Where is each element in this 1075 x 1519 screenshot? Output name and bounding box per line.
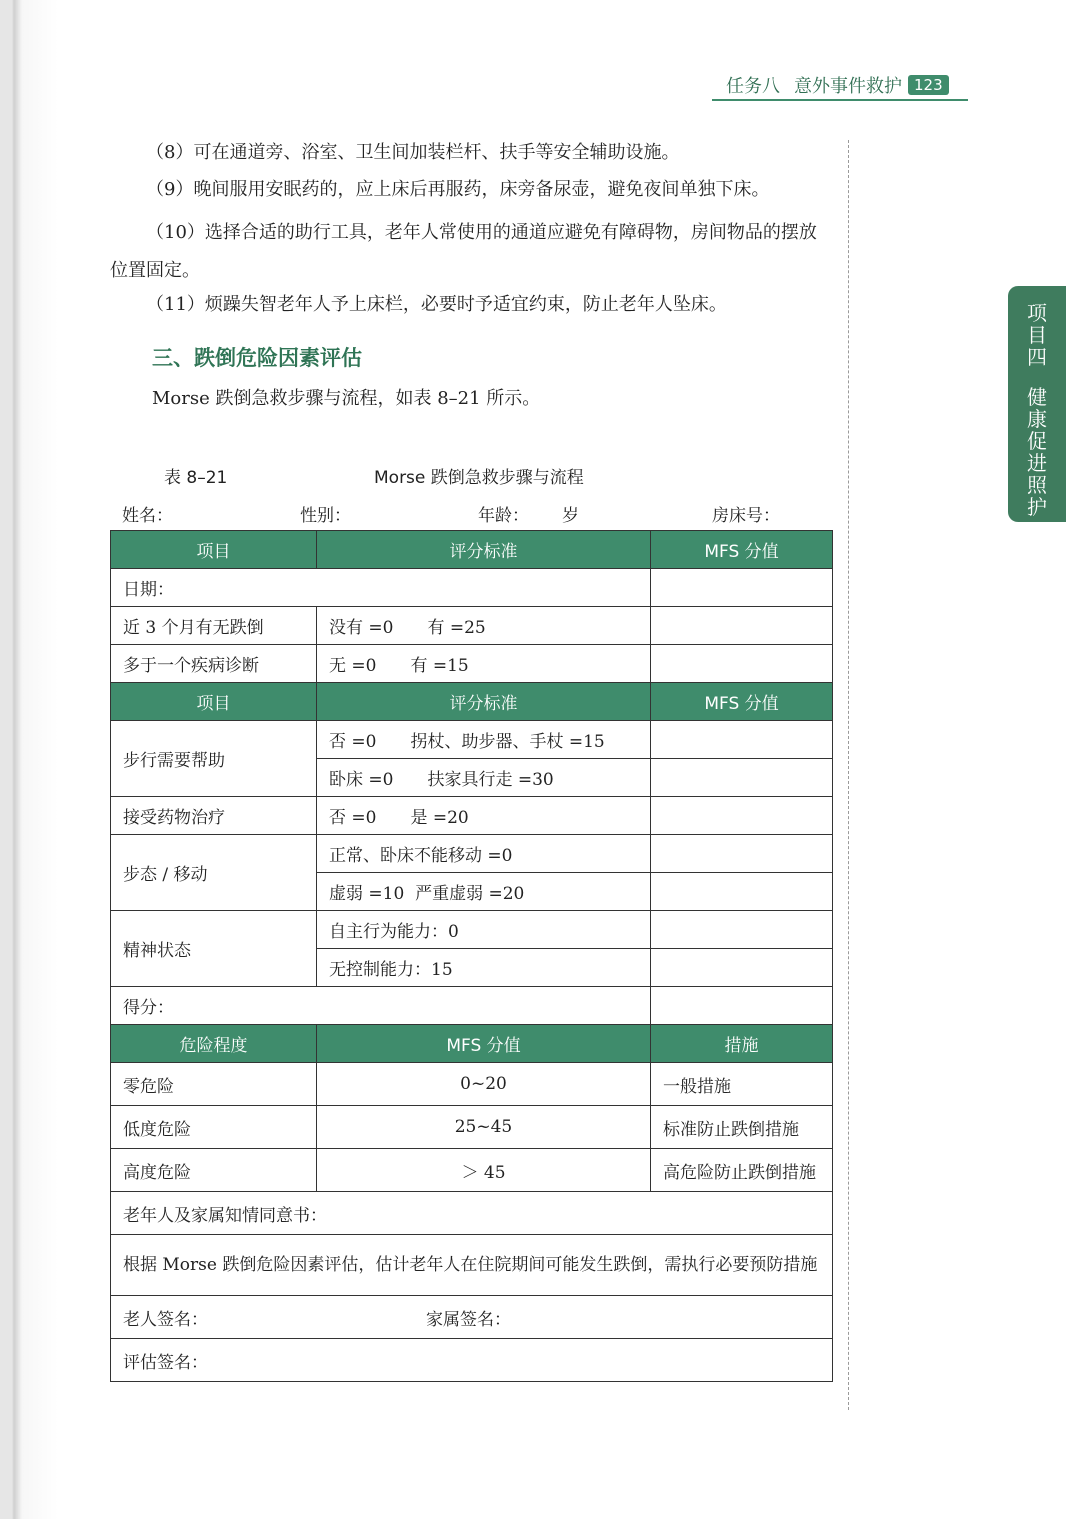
sex-label: 性别： xyxy=(300,506,351,526)
morse-table xyxy=(110,530,833,1382)
score-cell xyxy=(651,987,833,1025)
criteria-cell xyxy=(317,645,651,683)
signature-row xyxy=(111,1339,833,1382)
criteria-cell xyxy=(317,873,651,911)
consent-text-row xyxy=(111,1235,833,1296)
criteria-cell: 无控制能力：15 xyxy=(317,949,651,987)
table-row xyxy=(111,797,833,835)
risk-range: ＞ 45 xyxy=(317,1149,651,1192)
header-item: 项目 xyxy=(111,683,317,721)
criteria-option: 严重虚弱 =20 xyxy=(415,884,525,904)
score-cell xyxy=(651,607,833,645)
criteria-option: 有 =25 xyxy=(427,618,486,638)
paragraph: （11）烦躁失智老年人予上床栏，必要时予适宜约束，防止老年人坠床。 xyxy=(146,294,727,315)
risk-level: 高度危险 xyxy=(111,1149,317,1192)
header-rule xyxy=(712,99,968,101)
signature-row xyxy=(111,1296,833,1339)
header-level: 危险程度 xyxy=(111,1025,317,1063)
risk-measure: 一般措施 xyxy=(651,1063,833,1106)
header-score: MFS 分值 xyxy=(317,1025,651,1063)
table-number: 表 8–21 xyxy=(164,468,228,488)
consent-row xyxy=(111,1192,833,1235)
consent-text: 根据 Morse 跌倒危险因素评估，估计老年人在住院期间可能发生跌倒，需执行必要预防措施 xyxy=(111,1235,833,1296)
score-cell xyxy=(651,797,833,835)
risk-level: 低度危险 xyxy=(111,1106,317,1149)
date-label: 日期： xyxy=(111,569,651,607)
date-row xyxy=(111,569,833,607)
cut-line xyxy=(848,140,849,1410)
header-item: 项目 xyxy=(111,531,317,569)
item-cell: 近 3 个月有无跌倒 xyxy=(111,607,317,645)
item-cell: 步态 / 移动 xyxy=(111,835,317,911)
risk-range: 0~20 xyxy=(317,1063,651,1106)
side-tab-char: 项 xyxy=(1027,301,1047,325)
criteria-cell xyxy=(317,759,651,797)
score-cell xyxy=(651,569,833,607)
score-cell xyxy=(651,835,833,873)
score-cell xyxy=(651,911,833,949)
header-title: 意外事件救护 xyxy=(794,76,902,97)
criteria-option: 无 =0 xyxy=(329,656,377,676)
side-tab-char: 康 xyxy=(1027,407,1047,431)
intro-text: Morse 跌倒急救步骤与流程，如表 8–21 所示。 xyxy=(152,388,541,409)
criteria-cell xyxy=(317,607,651,645)
consent-label: 老年人及家属知情同意书： xyxy=(111,1192,833,1235)
score-cell xyxy=(651,949,833,987)
table-row xyxy=(111,721,833,759)
family-signature-label: 家属签名： xyxy=(426,1309,511,1330)
risk-range: 25~45 xyxy=(317,1106,651,1149)
score-cell xyxy=(651,759,833,797)
score-cell xyxy=(651,721,833,759)
table-row xyxy=(111,911,833,949)
risk-measure: 高危险防止跌倒措施 xyxy=(651,1149,833,1192)
table-row xyxy=(111,645,833,683)
side-tab-char: 健 xyxy=(1027,385,1047,409)
item-cell: 接受药物治疗 xyxy=(111,797,317,835)
paragraph: （9）晚间服用安眠药的，应上床后再服药，床旁备尿壶，避免夜间单独下床。 xyxy=(146,179,770,200)
scan-edge xyxy=(0,0,58,1519)
age-unit: 岁 xyxy=(562,506,579,526)
criteria-cell: 正常、卧床不能移动 =0 xyxy=(317,835,651,873)
room-label: 房床号： xyxy=(712,506,780,526)
side-tab-char: 目 xyxy=(1027,323,1047,347)
score-cell xyxy=(651,645,833,683)
risk-row xyxy=(111,1149,833,1192)
criteria-option: 卧床 =0 xyxy=(329,770,394,790)
section-title: 三、跌倒危险因素评估 xyxy=(152,346,362,370)
table-header-row xyxy=(111,683,833,721)
header-measure: 措施 xyxy=(651,1025,833,1063)
risk-level: 零危险 xyxy=(111,1063,317,1106)
side-tab-char: 护 xyxy=(1027,495,1047,519)
assessor-signature: 评估签名： xyxy=(111,1339,833,1382)
header-score: MFS 分值 xyxy=(651,531,833,569)
item-cell: 步行需要帮助 xyxy=(111,721,317,797)
age-label: 年龄： xyxy=(478,506,529,526)
risk-measure: 标准防止跌倒措施 xyxy=(651,1106,833,1149)
criteria-option: 否 =0 xyxy=(329,808,377,828)
criteria-option: 有 =15 xyxy=(410,656,469,676)
page-number: 123 xyxy=(908,75,949,95)
total-row xyxy=(111,987,833,1025)
paragraph: （8）可在通道旁、浴室、卫生间加装栏杆、扶手等安全辅助设施。 xyxy=(146,142,680,163)
item-cell: 多于一个疾病诊断 xyxy=(111,645,317,683)
header-chapter: 任务八 xyxy=(726,76,780,97)
side-tab-char: 照 xyxy=(1027,473,1047,497)
score-label: 得分： xyxy=(111,987,651,1025)
risk-row xyxy=(111,1063,833,1106)
criteria-cell: 自主行为能力：0 xyxy=(317,911,651,949)
score-cell xyxy=(651,873,833,911)
side-tab-char: 促 xyxy=(1027,429,1047,453)
table-header-row xyxy=(111,1025,833,1063)
name-label: 姓名： xyxy=(122,506,173,526)
criteria-option: 否 =0 xyxy=(329,732,377,752)
side-tab xyxy=(1008,286,1066,522)
header-criteria: 评分标准 xyxy=(317,531,651,569)
criteria-option: 是 =20 xyxy=(410,808,469,828)
risk-row xyxy=(111,1106,833,1149)
running-header xyxy=(726,72,949,98)
side-tab-char: 进 xyxy=(1027,451,1047,475)
side-tab-char: 四 xyxy=(1027,345,1047,369)
table-row xyxy=(111,835,833,873)
elder-signature xyxy=(111,1296,833,1339)
table-header-row xyxy=(111,531,833,569)
criteria-option: 没有 =0 xyxy=(329,618,394,638)
criteria-option: 虚弱 =10 xyxy=(329,884,405,904)
criteria-cell xyxy=(317,797,651,835)
criteria-option: 拐杖、助步器、手杖 =15 xyxy=(410,732,605,752)
paragraph: （10）选择合适的助行工具，老年人常使用的通道应避免有障碍物，房间物品的摆放位置固定。 xyxy=(110,222,817,281)
criteria-cell xyxy=(317,721,651,759)
elder-signature-label: 老人签名： xyxy=(123,1309,208,1330)
item-cell: 精神状态 xyxy=(111,911,317,987)
criteria-option: 扶家具行走 =30 xyxy=(427,770,554,790)
table-row xyxy=(111,607,833,645)
header-criteria: 评分标准 xyxy=(317,683,651,721)
table-caption: Morse 跌倒急救步骤与流程 xyxy=(374,468,584,488)
header-score: MFS 分值 xyxy=(651,683,833,721)
